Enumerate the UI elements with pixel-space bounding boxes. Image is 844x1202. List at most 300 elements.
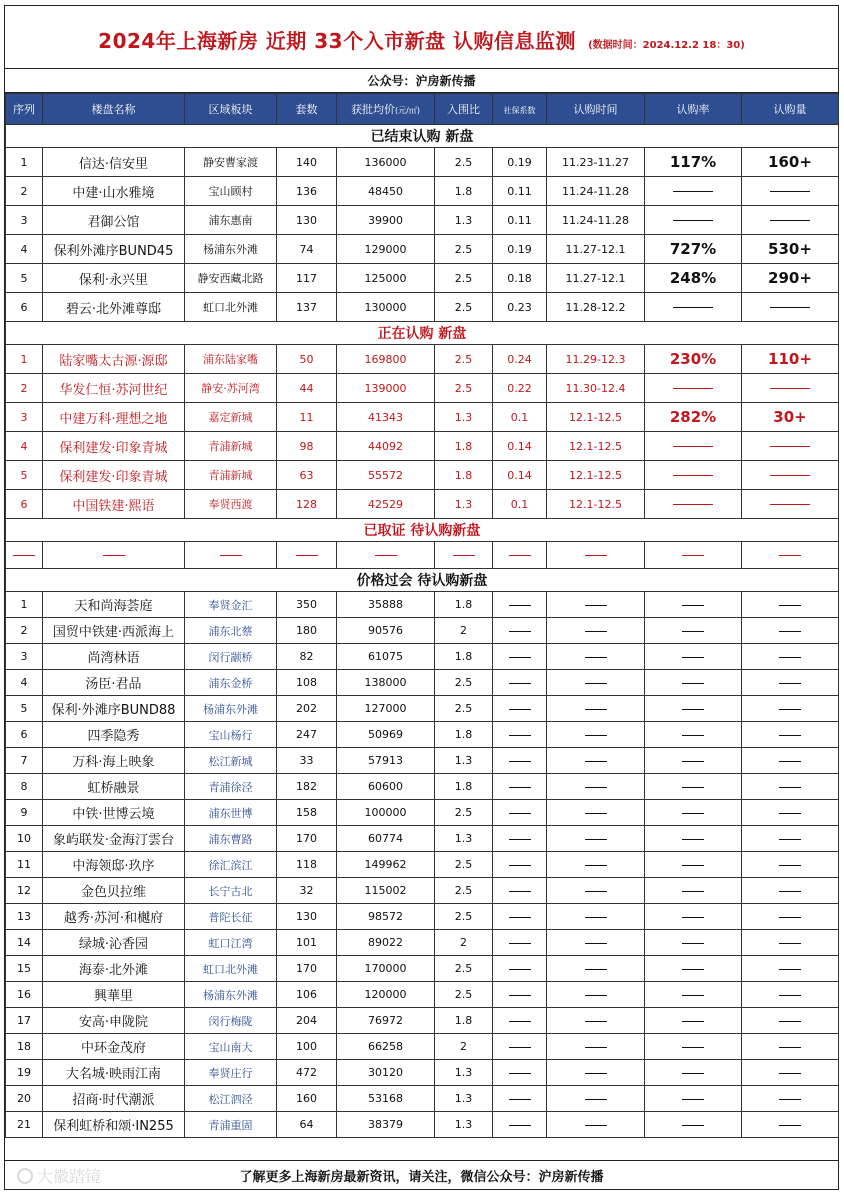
section-ongoing [6,322,839,345]
empty-dash [682,943,704,944]
cell-name: 绿城·沁香园 [43,930,185,956]
cell-area: 虹口江湾 [185,930,277,956]
data-time: (数据时间：2024.12.2 18：30) [588,39,745,51]
cell-price: 127000 [337,696,435,722]
cell-price: 149962 [337,852,435,878]
cell-price: 55572 [337,461,435,490]
header-units: 套数 [277,94,337,125]
cell-amount: 30+ [742,403,839,432]
cell-rate [645,461,742,490]
cell-area: 普陀长征 [185,904,277,930]
empty-dash [585,605,607,606]
section-title: 已结束认购 新盘 [6,125,839,148]
cell-name: 碧云·北外滩尊邸 [43,293,185,322]
cell-area: 奉贤金汇 [185,592,277,618]
section-title: 正在认购 新盘 [6,322,839,345]
table-row [6,461,839,490]
empty-dash [509,605,531,606]
cell-area: 浦东曹路 [185,826,277,852]
cell-social [493,644,547,670]
cell-seq: 1 [6,148,43,177]
cell-social [493,774,547,800]
empty-dash [682,1125,704,1126]
cell-social: 0.1 [493,490,547,519]
cell-units: 32 [277,878,337,904]
empty-dash [509,1099,531,1100]
cell-social [493,852,547,878]
empty-dash [585,891,607,892]
cell-rate [645,826,742,852]
cell-name: 安高·申陇院 [43,1008,185,1034]
empty-dash [779,657,801,658]
cell-time [547,826,645,852]
cell-rate [645,982,742,1008]
cell-area: 松江新城 [185,748,277,774]
table-row [6,748,839,774]
cell-social: 0.14 [493,432,547,461]
table-row [6,878,839,904]
cell-name: 保利虹桥和颂·IN255 [43,1112,185,1138]
cell-name: 保利·外滩序BUND88 [43,696,185,722]
empty-dash [682,1047,704,1048]
cell-name: 招商·时代潮派 [43,1086,185,1112]
page-title: 2024年上海新房 近期 33个入市新盘 认购信息监测 [98,28,577,53]
table-row [6,1112,839,1138]
header-price-label: 获批均价 [351,103,396,116]
empty-dash [509,891,531,892]
empty-dash [509,943,531,944]
cell-price: 30120 [337,1060,435,1086]
cell-units: 136 [277,177,337,206]
empty-dash [509,1047,531,1048]
empty-dash [779,1099,801,1100]
empty-dash [682,891,704,892]
cell-seq: 3 [6,206,43,235]
cell-name: 中海领邸·玖序 [43,852,185,878]
empty-dash [509,683,531,684]
cell-time: 11.29-12.3 [547,345,645,374]
cell-rate [645,1060,742,1086]
cell-ratio: 1.8 [435,177,493,206]
cell-ratio: 1.8 [435,592,493,618]
cell-rate [645,852,742,878]
cell-price: 50969 [337,722,435,748]
cell-time [547,644,645,670]
empty-dash [779,787,801,788]
cell-seq: 11 [6,852,43,878]
cell-units: 106 [277,982,337,1008]
cell-name: 保利建发·印象青城 [43,461,185,490]
cell-units: 108 [277,670,337,696]
cell-area: 静安曹家渡 [185,148,277,177]
cell-price: 41343 [337,403,435,432]
cell-seq: 4 [6,235,43,264]
cell-time [547,1086,645,1112]
cell-time [547,774,645,800]
cell-name: 君御公馆 [43,206,185,235]
cell-time: 12.1-12.5 [547,432,645,461]
empty-dash [585,1073,607,1074]
section-title: 已取证 待认购新盘 [6,519,839,542]
header-ratio: 入围比 [435,94,493,125]
cell-ratio: 2.5 [435,148,493,177]
cell-rate [645,1034,742,1060]
cell-amount [742,592,839,618]
cell-seq: 1 [6,345,43,374]
cell-ratio: 2.5 [435,293,493,322]
empty-dash [673,475,713,476]
cell-rate [645,1112,742,1138]
empty-dash [673,191,713,192]
cell-time [547,722,645,748]
cell-ratio: 1.8 [435,461,493,490]
cell-area: 虹口北外滩 [185,956,277,982]
cell-seq: 20 [6,1086,43,1112]
cell-seq: 16 [6,982,43,1008]
cell-social: 0.11 [493,206,547,235]
empty-dash [585,969,607,970]
cell-area: 静安·苏河湾 [185,374,277,403]
cell-amount [742,293,839,322]
cell-name: 尚湾林语 [43,644,185,670]
empty-dash [585,839,607,840]
cell-name: 海泰·北外滩 [43,956,185,982]
table-row [6,1086,839,1112]
cell-price: 76972 [337,1008,435,1034]
cell-ratio: 1.3 [435,1060,493,1086]
table-row [6,206,839,235]
watermark [17,1164,101,1187]
cell-seq: 10 [6,826,43,852]
cell-seq: 4 [6,670,43,696]
cell-ratio: 2.5 [435,904,493,930]
empty-cell [6,542,43,569]
cell-units: 98 [277,432,337,461]
cell-name: 中建·山水雅境 [43,177,185,206]
empty-dash [220,555,242,556]
cell-rate: 230% [645,345,742,374]
cell-ratio: 2.5 [435,345,493,374]
cell-ratio: 2.5 [435,982,493,1008]
empty-dash [585,1099,607,1100]
table-row [6,904,839,930]
empty-dash [509,761,531,762]
cell-social [493,878,547,904]
cell-price: 57913 [337,748,435,774]
publisher-label: 公众号：沪房新传播 [367,74,476,88]
cell-ratio: 2.5 [435,878,493,904]
empty-dash [509,555,531,556]
cell-amount [742,826,839,852]
cell-social [493,1008,547,1034]
empty-dash [779,631,801,632]
cell-units: 202 [277,696,337,722]
empty-dash [585,1021,607,1022]
empty-dash [682,1073,704,1074]
cell-units: 118 [277,852,337,878]
table-row [6,148,839,177]
cell-social [493,696,547,722]
table-row [6,293,839,322]
cell-seq: 8 [6,774,43,800]
table-row [6,432,839,461]
cell-name: 象屿联发·金海汀雲台 [43,826,185,852]
cell-seq: 6 [6,722,43,748]
cell-ratio: 2.5 [435,235,493,264]
empty-dash [682,657,704,658]
cell-ratio: 2 [435,930,493,956]
cell-price: 53168 [337,1086,435,1112]
cell-ratio: 2.5 [435,670,493,696]
empty-dash [103,555,125,556]
cell-price: 169800 [337,345,435,374]
header-social [493,94,547,125]
empty-dash [682,631,704,632]
table-row [6,618,839,644]
empty-dash [673,307,713,308]
empty-dash [509,1125,531,1126]
cell-name: 金色贝拉维 [43,878,185,904]
cell-amount [742,490,839,519]
cell-rate: 248% [645,264,742,293]
cell-amount [742,618,839,644]
cell-amount [742,748,839,774]
cell-units: 180 [277,618,337,644]
empty-dash [779,683,801,684]
empty-dash [779,761,801,762]
cell-name: 保利·永兴里 [43,264,185,293]
cell-seq: 2 [6,177,43,206]
cell-name: 中铁·世博云境 [43,800,185,826]
cell-social [493,748,547,774]
empty-dash [509,657,531,658]
empty-dash [682,969,704,970]
cell-seq: 2 [6,618,43,644]
cell-time [547,904,645,930]
cell-name: 陆家嘴太古源·源邸 [43,345,185,374]
cell-social [493,1060,547,1086]
header-price-unit: (元/㎡) [395,106,420,115]
cell-amount [742,696,839,722]
cell-time: 12.1-12.5 [547,403,645,432]
cell-units: 247 [277,722,337,748]
header-price [337,94,435,125]
cell-rate [645,956,742,982]
header-seq: 序列 [6,94,43,125]
cell-units: 11 [277,403,337,432]
cell-area: 浦东惠南 [185,206,277,235]
empty-dash [779,1125,801,1126]
empty-dash [682,1021,704,1022]
empty-dash [779,865,801,866]
cell-name: 中环金茂府 [43,1034,185,1060]
empty-dash [779,839,801,840]
cell-social: 0.1 [493,403,547,432]
cell-amount [742,432,839,461]
empty-dash [509,787,531,788]
cell-price: 138000 [337,670,435,696]
empty-dash [673,388,713,389]
empty-placeholder-row [6,542,839,569]
cell-area: 松江泗泾 [185,1086,277,1112]
empty-cell [185,542,277,569]
cell-time [547,1034,645,1060]
cell-area: 宝山杨行 [185,722,277,748]
cell-name: 保利建发·印象青城 [43,432,185,461]
cell-price: 139000 [337,374,435,403]
cell-units: 130 [277,206,337,235]
cell-ratio: 1.3 [435,490,493,519]
cell-area: 宝山南大 [185,1034,277,1060]
table-row [6,177,839,206]
empty-dash [509,839,531,840]
empty-dash [585,1125,607,1126]
empty-dash [682,555,704,556]
cell-area: 闵行梅陇 [185,1008,277,1034]
cell-ratio: 1.3 [435,403,493,432]
cell-ratio: 2.5 [435,800,493,826]
cell-price: 66258 [337,1034,435,1060]
cell-seq: 7 [6,748,43,774]
cell-seq: 1 [6,592,43,618]
empty-dash [509,917,531,918]
cell-price: 130000 [337,293,435,322]
cell-time [547,696,645,722]
empty-dash [585,631,607,632]
cell-units: 472 [277,1060,337,1086]
cell-units: 50 [277,345,337,374]
table-row [6,722,839,748]
cell-price: 48450 [337,177,435,206]
empty-dash [770,504,810,505]
cell-area: 静安西藏北路 [185,264,277,293]
cell-social: 0.22 [493,374,547,403]
header-name: 楼盘名称 [43,94,185,125]
cell-ratio: 2.5 [435,956,493,982]
cell-area: 奉贤西渡 [185,490,277,519]
empty-dash [585,555,607,556]
cell-price: 100000 [337,800,435,826]
empty-dash [779,709,801,710]
cell-social: 0.19 [493,148,547,177]
listing-table [5,93,839,1138]
cell-time [547,982,645,1008]
cell-time [547,852,645,878]
section-title: 价格过会 待认购新盘 [6,569,839,592]
empty-dash [682,683,704,684]
empty-dash [375,555,397,556]
cell-area: 徐汇滨江 [185,852,277,878]
cell-units: 204 [277,1008,337,1034]
empty-dash [682,709,704,710]
empty-dash [682,605,704,606]
watermark-text: 大徽踏镜 [37,1167,102,1186]
cell-amount [742,1034,839,1060]
cell-price: 170000 [337,956,435,982]
cell-price: 129000 [337,235,435,264]
cell-social [493,670,547,696]
cell-amount: 110+ [742,345,839,374]
cell-ratio: 2.5 [435,696,493,722]
table-row [6,403,839,432]
cell-ratio: 1.8 [435,644,493,670]
table-row [6,592,839,618]
cell-seq: 14 [6,930,43,956]
cell-units: 63 [277,461,337,490]
empty-dash [682,761,704,762]
publisher-row [5,69,838,93]
footer [5,1160,838,1189]
cell-name: 国贸中铁建·西派海上 [43,618,185,644]
cell-ratio: 2.5 [435,374,493,403]
cell-rate [645,670,742,696]
cell-units: 74 [277,235,337,264]
cell-name: 興華里 [43,982,185,1008]
cell-units: 64 [277,1112,337,1138]
cell-name: 华发仁恒·苏河世纪 [43,374,185,403]
empty-dash [779,995,801,996]
cell-social [493,592,547,618]
header-social-label: 社保系数 [503,105,536,115]
empty-dash [585,761,607,762]
cell-ratio: 2 [435,618,493,644]
cell-social [493,618,547,644]
cell-price: 39900 [337,206,435,235]
cell-seq: 21 [6,1112,43,1138]
cell-time: 12.1-12.5 [547,461,645,490]
empty-dash [585,995,607,996]
cell-seq: 6 [6,490,43,519]
cell-time [547,592,645,618]
cell-units: 158 [277,800,337,826]
cell-price: 60600 [337,774,435,800]
cell-price: 125000 [337,264,435,293]
cell-rate [645,1008,742,1034]
empty-dash [296,555,318,556]
empty-cell [547,542,645,569]
empty-dash [509,969,531,970]
empty-cell [742,542,839,569]
cell-social [493,930,547,956]
cell-seq: 17 [6,1008,43,1034]
cell-rate [645,618,742,644]
watermark-logo-icon [17,1168,33,1184]
cell-ratio: 1.8 [435,1008,493,1034]
cell-price: 90576 [337,618,435,644]
cell-price: 61075 [337,644,435,670]
cell-rate [645,904,742,930]
empty-dash [779,917,801,918]
cell-social [493,904,547,930]
table-row [6,1034,839,1060]
cell-rate: 727% [645,235,742,264]
section-certified [6,519,839,542]
cell-amount: 290+ [742,264,839,293]
cell-social [493,956,547,982]
table-row [6,1008,839,1034]
table-row [6,644,839,670]
cell-ratio: 2 [435,1034,493,1060]
empty-dash [509,995,531,996]
cell-time [547,1112,645,1138]
cell-seq: 5 [6,696,43,722]
table-row [6,374,839,403]
cell-price: 44092 [337,432,435,461]
cell-seq: 9 [6,800,43,826]
cell-area: 青浦徐泾 [185,774,277,800]
cell-rate [645,206,742,235]
cell-seq: 4 [6,432,43,461]
